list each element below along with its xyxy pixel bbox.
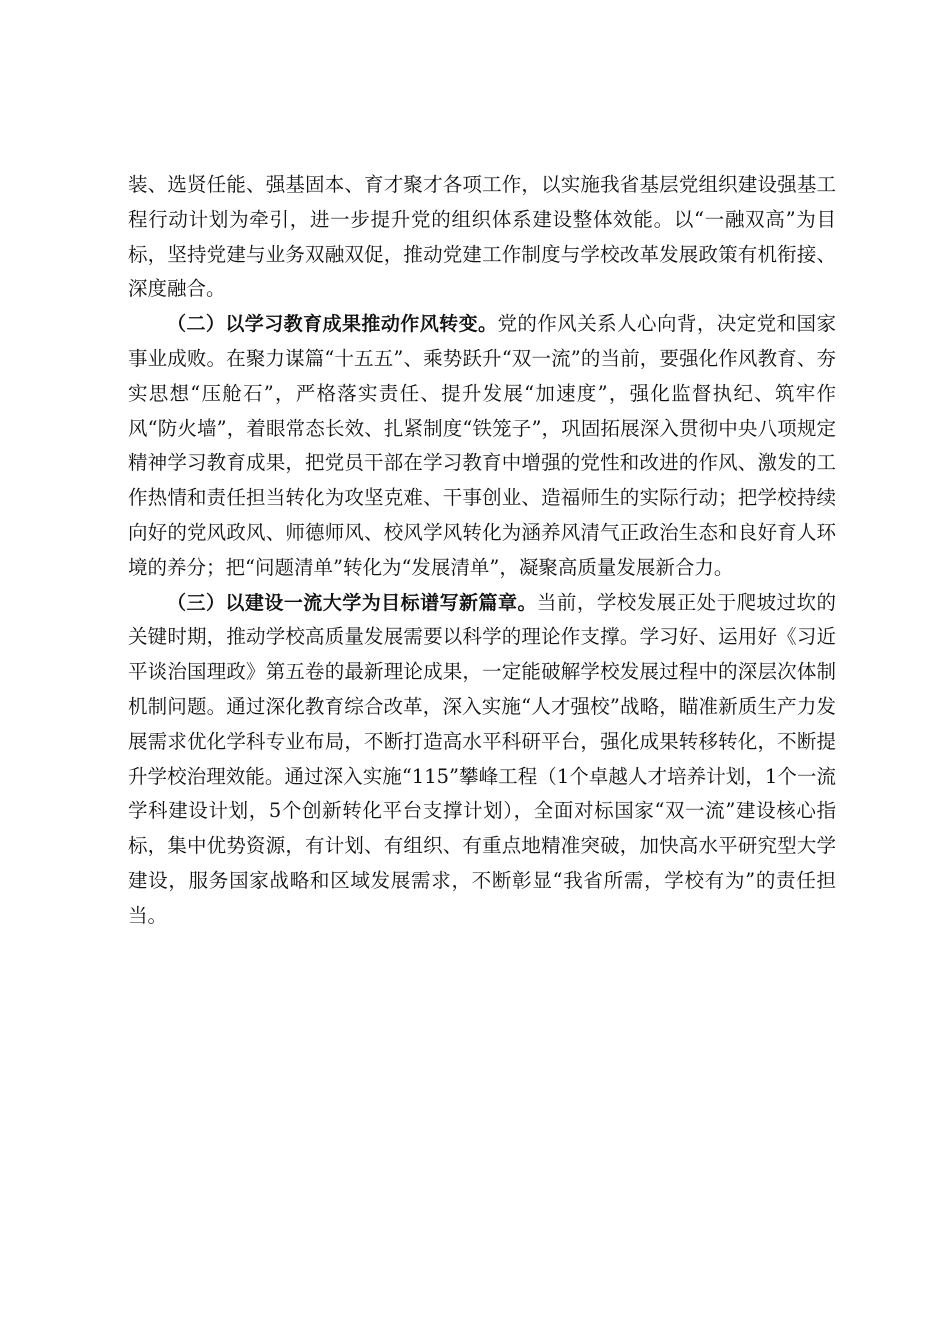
section-2-heading: （二）以学习教育成果推动作风转变。 (167, 313, 498, 336)
document-body (128, 168, 836, 934)
section-3-text: 当前，学校发展正处于爬坡过坎的关键时期，推动学校高质量发展需要以科学的理论作支撑。学习好、运用好《习近平谈治国理政》第五卷的最新理论成果，一定能破解学校发展过程中的深层次体制机制问题。通过深化教育综合改革，深入实施“人才强校”战略，瞄准新质生产力发展需求优化学科专业布局，不断打造高水平科研平台，强化成果转移转化，不断提升学校治理效能。通过深入实施“115”攀峰工程（1个卓越人才培养计划，1个一流学科建设计划，5个创新转化平台支撑计划），全面对标国家“双一流”建设核心指标，集中优势资源，有计划、有组织、有重点地精准突破，加快高水平研究型大学建设，服务国家战略和区域发展需求，不断彰显“我省所需，学校有为”的责任担当。 (128, 590, 836, 927)
section-3-heading: （三）以建设一流大学为目标谱写新篇章。 (167, 591, 537, 614)
paragraph-section-2 (128, 307, 836, 585)
paragraph-continuation (128, 168, 836, 307)
paragraph-1-text: 装、选贤任能、强基固本、育才聚才各项工作，以实施我省基层党组织建设强基工程行动计划为牵引，进一步提升党的组织体系建设整体效能。以“一融双高”为目标，坚持党建与业务双融双促，推动党建工作制度与学校改革发展政策有机衔接、深度融合。 (128, 173, 836, 301)
paragraph-section-3 (128, 586, 836, 934)
section-2-text: 党的作风关系人心向背，决定党和国家事业成败。在聚力谋篇“十五五”、乘势跃升“双一流”的当前，要强化作风教育、夯实思想“压舱石”，严格落实责任、提升发展“加速度”，强化监督执纪、筑牢作风“防火墙”，着眼常态长效、扎紧制度“铁笼子”，巩固拓展深入贯彻中央八项规定精神学习教育成果，把党员干部在学习教育中增强的党性和改进的作风、激发的工作热情和责任担当转化为攻坚克难、干事创业、造福师生的实际行动；把学校持续向好的党风政风、师德师风、校风学风转化为涵养风清气正政治生态和良好育人环境的养分；把“问题清单”转化为“发展清单”，凝聚高质量发展新合力。 (128, 312, 836, 579)
